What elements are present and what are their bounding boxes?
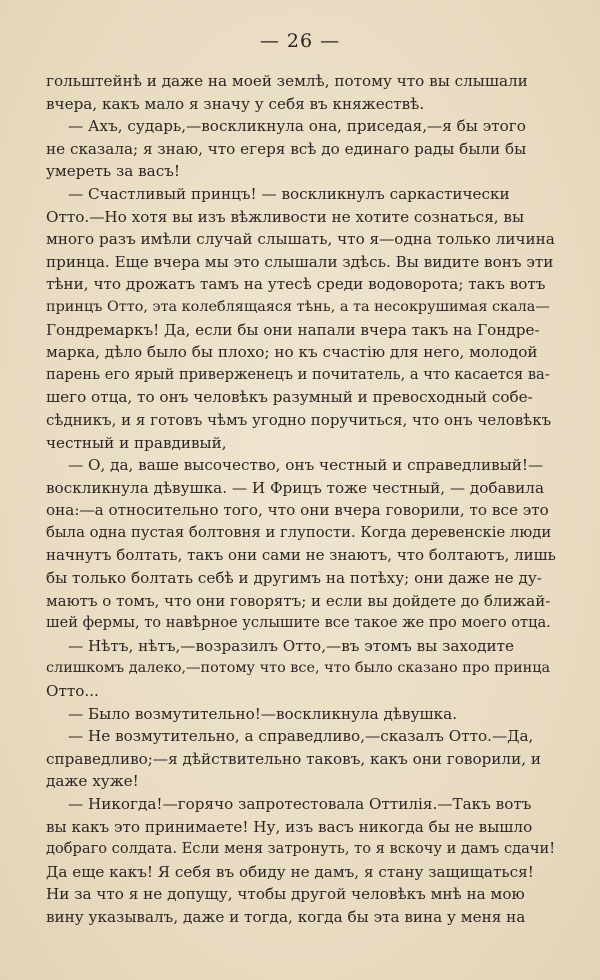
text-line: была одна пустая болтовня и глупости. Когда деревенскіе люди [46, 523, 552, 541]
text-line: она:—а относительно того, что они вчера говорили, то все это [46, 501, 549, 520]
text-line: Да еще какъ! Я себя въ обиду не дамъ, я стану защищаться! [46, 862, 534, 881]
text-line: — О, да, ваше высочество, онъ честный и справедливый!— [68, 456, 544, 475]
text-line: — Счастливый принцъ! — воскликнулъ саркастически [68, 184, 510, 203]
text-line: маютъ о томъ, что они говорятъ; и если вы дойдете до ближай- [46, 591, 551, 610]
text-line: шего отца, то онъ человѣкъ разумный и превосходный собе- [46, 388, 533, 407]
text-line: сѣдникъ, и я готовъ чѣмъ угодно поручиться, что онъ человѣкъ [46, 410, 552, 429]
text-line: не сказала; я знаю, что егеря всѣ до единаго рады были бы [46, 139, 527, 158]
text-line: Отто.—Но хотя вы изъ вѣжливости не хотите сознаться, вы [46, 207, 525, 226]
text-line: вину указывалъ, даже и тогда, когда бы эта вина у меня на [46, 907, 526, 926]
page-number: — 26 — [259, 30, 341, 52]
text-line: бы только болтать себѣ и другимъ на потѣху; они даже не ду- [46, 569, 542, 588]
text-line: — Было возмутительно!—воскликнула дѣвушка. [68, 704, 458, 723]
text-line: тѣни, что дрожатъ тамъ на утесѣ среди водоворота; такъ вотъ [46, 275, 546, 294]
text-line: парень его ярый приверженецъ и почитатель, а что касается ва- [46, 365, 550, 383]
text-line: воскликнула дѣвушка. — И Фрицъ тоже честный, — добавила [46, 478, 544, 497]
body-text [46, 70, 556, 929]
text-line: вы какъ это принимаете! Ну, изъ васъ никогда бы не вышло [46, 817, 533, 836]
text-line: — Никогда!—горячо запротестовала Оттилія.—Такъ вотъ [68, 795, 532, 813]
text-line: слишкомъ далеко,—потому что все, что было сказано про принца [46, 660, 551, 677]
text-line: принцъ Отто, эта колеблящаяся тѣнь, а та несокрушимая скала— [46, 298, 550, 315]
text-line: много разъ имѣли случай слышать, что я—одна только личина [46, 230, 555, 249]
text-line: — Не возмутительно, а справедливо,—сказалъ Отто.—Да, [68, 727, 534, 746]
text-line: шей фермы, то навѣрное услышите все такое же про моего отца. [46, 614, 551, 632]
text-line: честный и правдивый, [46, 433, 227, 452]
text-line: добраго солдата. Если меня затронуть, то я вскочу и дамъ сдачи! [46, 840, 556, 858]
text-line: марка, дѣло было бы плохо; но къ счастію для него, молодой [46, 343, 538, 362]
text-line: начнутъ болтать, такъ они сами не знаютъ, что болтаютъ, лишь [46, 546, 556, 565]
text-line: — Ахъ, сударь,—воскликнула она, приседая,—я бы этого [68, 117, 526, 136]
text-line: вчера, какъ мало я значу у себя въ княжествѣ. [46, 94, 425, 113]
text-line: Отто... [46, 682, 99, 701]
text-line: даже хуже! [46, 772, 139, 791]
text-line: гольштейнѣ и даже на моей землѣ, потому что вы слышали [46, 72, 528, 90]
text-line: умереть за васъ! [46, 162, 180, 181]
text-line: — Нѣтъ, нѣтъ,—возразилъ Отто,—въ этомъ вы заходите [68, 636, 514, 655]
text-line: справедливо;—я дѣйствительно таковъ, какъ они говорили, и [46, 749, 541, 768]
text-line: Гондремаркъ! Да, если бы они напали вчера такъ на Гондре- [46, 320, 540, 339]
text-line: Ни за что я не допущу, чтобы другой человѣкъ мнѣ на мою [46, 885, 525, 904]
text-line: принца. Еще вчера мы это слышали здѣсь. Вы видите вонъ эти [46, 252, 554, 271]
